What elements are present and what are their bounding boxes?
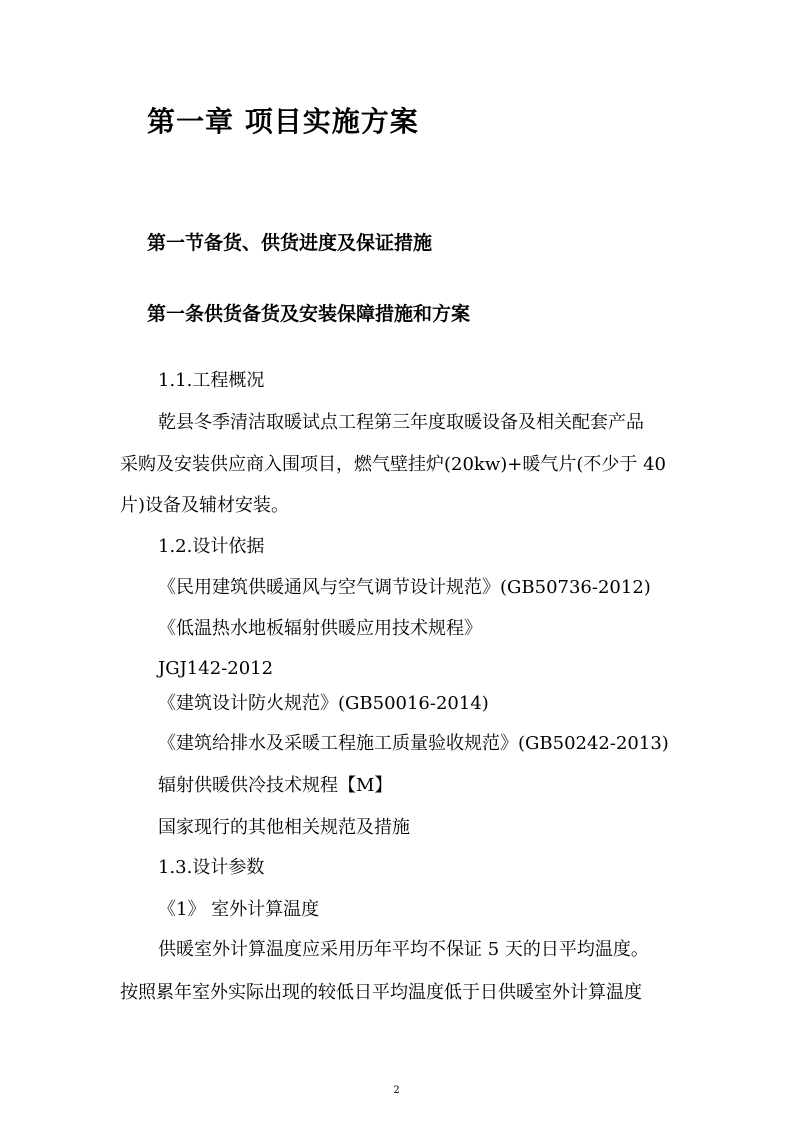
page-number: 2: [393, 1085, 400, 1096]
param-1-line2: 按照累年室外实际出现的较低日平均温度低于日供暖室外计算温度: [120, 982, 642, 1003]
article-title: 第一条供货备货及安装保障措施和方案: [147, 303, 471, 325]
paragraph-1-1-line1: 乾县冬季清洁取暖试点工程第三年度取暖设备及相关配套产品: [158, 412, 644, 433]
paragraph-1-1-line2: 采购及安装供应商入围项目，燃气壁挂炉(20kw)+暖气片(不少于 40: [120, 454, 666, 475]
section-title: 第一节备货、供货进度及保证措施: [147, 232, 433, 254]
chapter-title: 第一章 项目实施方案: [147, 105, 419, 138]
heading-1-2: 1.2.设计依据: [158, 536, 265, 557]
basis-item-2-code: JGJ142-2012: [158, 658, 274, 679]
basis-item-1: 《民用建筑供暖通风与空气调节设计规范》(GB50736-2012): [158, 577, 651, 598]
heading-1-1: 1.1.工程概况: [158, 370, 265, 391]
basis-item-5: 辐射供暖供冷技术规程【M】: [158, 775, 393, 796]
param-1-heading: 《1》 室外计算温度: [158, 899, 320, 920]
basis-item-6: 国家现行的其他相关规范及措施: [158, 817, 410, 838]
param-1-line1: 供暖室外计算温度应采用历年平均不保证 5 天的日平均温度。: [158, 939, 649, 960]
heading-1-3: 1.3.设计参数: [158, 857, 265, 878]
basis-item-2: 《低温热水地板辐射供暖应用技术规程》: [158, 618, 482, 639]
basis-item-3: 《建筑设计防火规范》(GB50016-2014): [158, 693, 489, 714]
basis-item-4: 《建筑给排水及采暖工程施工质量验收规范》(GB50242-2013): [158, 733, 669, 754]
paragraph-1-1-line3: 片)设备及辅材安装。: [120, 495, 290, 516]
